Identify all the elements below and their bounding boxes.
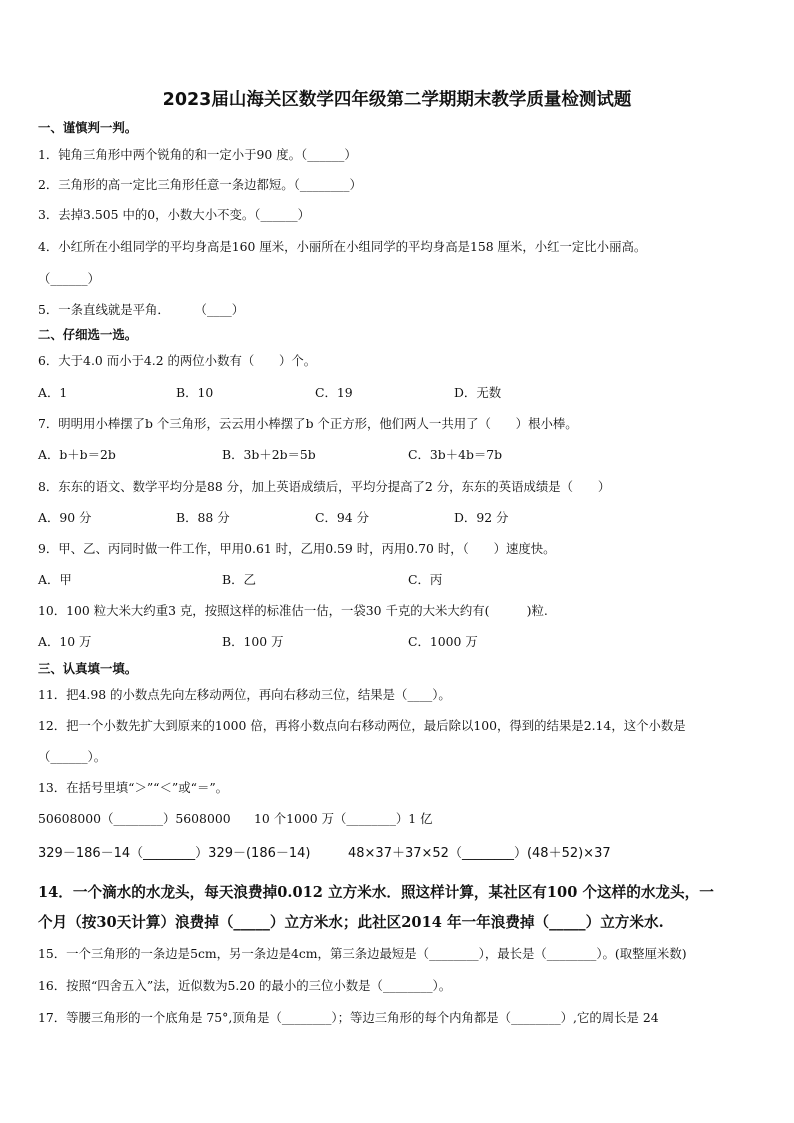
question-4: 4．小红所在小组同学的平均身高是160 厘米，小丽所在小组同学的平均身高是158 厘米，小红一定比小丽高。: [38, 239, 647, 254]
question-7: 7．明明用小棒摆了b 个三角形，云云用小棒摆了b 个正方形，他们两人一共用了（ ）根小棒。: [38, 416, 578, 431]
option-10c: C．1000 万: [408, 634, 478, 649]
question-13-compare-c: 329－186－14（________）329－(186－14): [38, 846, 311, 861]
section-choice-heading: 二、仔细选一选。: [38, 327, 138, 342]
question-12: 12．把一个小数先扩大到原来的1000 倍，再将小数点向右移动两位，最后除以100，得到的结果是2.14，这个小数是: [38, 718, 686, 733]
question-9: 9．甲、乙、丙同时做一件工作，甲用0.61 时，乙用0.59 时，丙用0.70 时，（ ）速度快。: [38, 541, 556, 556]
option-7a: A．b＋b＝2b: [38, 447, 116, 462]
question-4-answer: （______）: [38, 271, 100, 286]
option-8d: D．92 分: [454, 510, 509, 525]
question-14-line-1: 14．一个滴水的水龙头，每天浪费掉0.012 立方米水．照这样计算，某社区有100 个这样的水龙头，一: [38, 884, 714, 901]
option-10a: A．10 万: [38, 634, 92, 649]
option-7c: C．3b＋4b＝7b: [408, 447, 503, 462]
section-judge-heading: 一、谨慎判一判。: [38, 120, 138, 135]
question-3: 3．去掉3.505 中的0，小数大小不变。（______）: [38, 207, 311, 222]
question-13-compare-d: 48×37＋37×52（________）(48＋52)×37: [348, 846, 611, 861]
question-13-compare-a: 50608000（________）5608000: [38, 811, 231, 826]
question-10: 10．100 粒大米大约重3 克，按照这样的标准估一估，一袋30 千克的大米大约有( )粒.: [38, 603, 548, 618]
option-6d: D．无数: [454, 385, 502, 400]
section-fill-heading: 三、认真填一填。: [38, 661, 138, 676]
question-14-line-2: 个月（按30天计算）浪费掉（_____）立方米水；此社区2014 年一年浪费掉（_____）立方米水.: [38, 914, 664, 931]
question-13-compare-b: 10 个1000 万（________）1 亿: [254, 811, 433, 826]
question-2: 2．三角形的高一定比三角形任意一条边都短。（________）: [38, 177, 362, 192]
page-title: 2023届山海关区数学四年级第二学期期末教学质量检测试题: [162, 90, 632, 110]
option-10b: B．100 万: [222, 634, 284, 649]
option-9c: C．丙: [408, 572, 443, 587]
option-7b: B．3b＋2b＝5b: [222, 447, 316, 462]
option-8c: C．94 分: [315, 510, 369, 525]
option-9a: A．甲: [38, 572, 72, 587]
option-8b: B．88 分: [176, 510, 230, 525]
question-1: 1．钝角三角形中两个锐角的和一定小于90 度。（______）: [38, 147, 357, 162]
question-5: 5．一条直线就是平角． （____）: [38, 302, 245, 317]
question-15: 15．一个三角形的一条边是5cm，另一条边是4cm，第三条边最短是（________），最长是（________）。(取整厘米数): [38, 946, 687, 961]
question-12-answer: （______）。: [38, 749, 107, 764]
question-6: 6．大于4.0 而小于4.2 的两位小数有（ ）个。: [38, 353, 317, 368]
option-6b: B．10: [176, 385, 214, 400]
question-8: 8．东东的语文、数学平均分是88 分，加上英语成绩后，平均分提高了2 分，东东的英语成绩是（ ）: [38, 479, 611, 494]
question-11: 11．把4.98 的小数点先向左移动两位，再向右移动三位，结果是（____）。: [38, 687, 451, 702]
option-6c: C．19: [315, 385, 353, 400]
option-8a: A．90 分: [38, 510, 92, 525]
option-9b: B．乙: [222, 572, 256, 587]
question-13: 13．在括号里填“＞”“＜”或“＝”。: [38, 780, 229, 795]
option-6a: A．1: [38, 385, 68, 400]
question-17: 17．等腰三角形的一个底角是 75°,顶角是（________）；等边三角形的每个内角都是（________）,它的周长是 24: [38, 1010, 659, 1025]
question-16: 16．按照“四舍五入”法，近似数为5.20 的最小的三位小数是（________）。: [38, 978, 452, 993]
